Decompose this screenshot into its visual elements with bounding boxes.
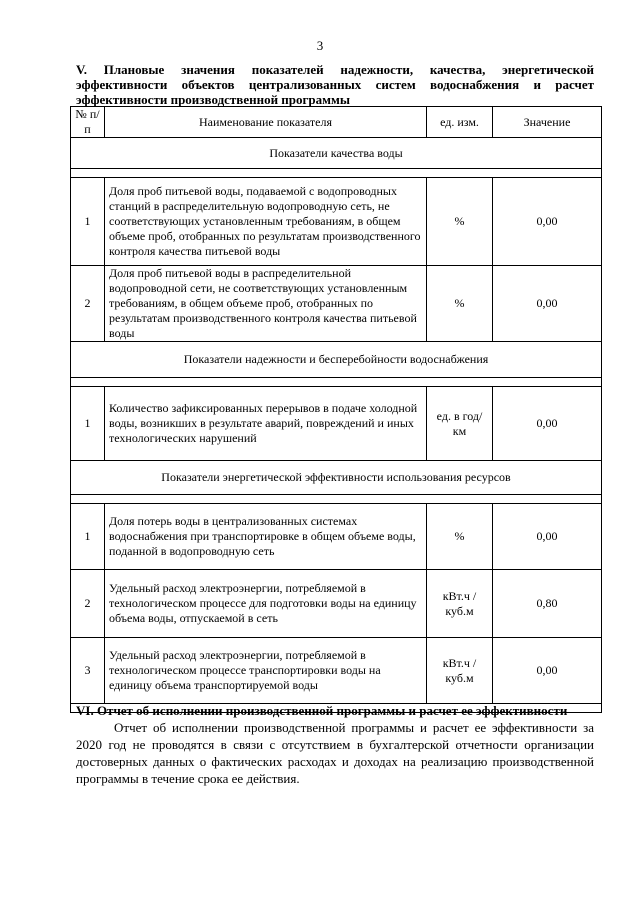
table-row bbox=[71, 387, 602, 461]
row-name: Доля потерь воды в централизованных системах водоснабжения при транспортировке в общем объеме воды, поданной в водопроводную сеть bbox=[105, 504, 427, 570]
page-number: 3 bbox=[316, 38, 324, 53]
row-unit: кВт.ч / куб.м bbox=[427, 570, 493, 638]
row-name: Количество зафиксированных перерывов в подаче холодной воды, возникших в результате аварий, повреждений и иных технологических нарушений bbox=[105, 387, 427, 461]
group-row bbox=[71, 461, 602, 495]
table-header-row bbox=[71, 107, 602, 138]
section-6-title: VI. Отчет об исполнении производственной программы и расчет ее эффективности bbox=[76, 703, 568, 718]
header-num: № п/п bbox=[71, 107, 105, 138]
row-name: Доля проб питьевой воды в распределительной водопроводной сети, не соответствующих установленным требованиям, в общем объеме проб, отобранных по результатам производственного контроля качества питьевой воды bbox=[105, 266, 427, 342]
group-title: Показатели надежности и бесперебойности водоснабжения bbox=[71, 342, 602, 378]
section-5-title: V. Плановые значения показателей надежности, качества, энергетической эффективности объектов централизованных систем водоснабжения и расчет эффективности производственной программы bbox=[76, 62, 594, 107]
row-unit: % bbox=[427, 266, 493, 342]
row-value: 0,00 bbox=[493, 638, 602, 704]
row-num: 1 bbox=[71, 387, 105, 461]
row-name: Удельный расход электроэнергии, потребляемой в технологическом процессе для подготовки воды на единицу объема воды, отпускаемой в сеть bbox=[105, 570, 427, 638]
row-num: 2 bbox=[71, 570, 105, 638]
table-row bbox=[71, 266, 602, 342]
row-value: 0,00 bbox=[493, 266, 602, 342]
row-name: Доля проб питьевой воды, подаваемой с водопроводных станций в распределительную водопроводную сеть, не соответствующих установленным требованиям, в общем объеме проб, отобранных по результатам производственного контроля качества питьевой воды bbox=[105, 178, 427, 266]
row-num: 3 bbox=[71, 638, 105, 704]
row-unit: кВт.ч / куб.м bbox=[427, 638, 493, 704]
group-row bbox=[71, 342, 602, 378]
group-row bbox=[71, 138, 602, 169]
header-unit: ед. изм. bbox=[427, 107, 493, 138]
header-value: Значение bbox=[493, 107, 602, 138]
group-title: Показатели энергетической эффективности использования ресурсов bbox=[71, 461, 602, 495]
table-row bbox=[71, 504, 602, 570]
row-num: 1 bbox=[71, 504, 105, 570]
section-6-text: Отчет об исполнении производственной программы и расчет ее эффективности за 2020 год не проводятся в связи с отсутствием в бухгалтерской отчетности организации достоверных данных о фактических расходах и доходах на реализацию производственной программы в течение срока ее действия. bbox=[76, 720, 594, 786]
table-row bbox=[71, 638, 602, 704]
table-spacer bbox=[71, 495, 602, 504]
row-value: 0,00 bbox=[493, 178, 602, 266]
table-row bbox=[71, 570, 602, 638]
row-unit: % bbox=[427, 504, 493, 570]
row-value: 0,80 bbox=[493, 570, 602, 638]
row-value: 0,00 bbox=[493, 387, 602, 461]
table-spacer bbox=[71, 378, 602, 387]
row-num: 2 bbox=[71, 266, 105, 342]
header-name: Наименование показателя bbox=[105, 107, 427, 138]
table-row bbox=[71, 178, 602, 266]
group-title: Показатели качества воды bbox=[71, 138, 602, 169]
row-name: Удельный расход электроэнергии, потребляемой в технологическом процессе транспортировки воды на единицу объема транспортируемой воды bbox=[105, 638, 427, 704]
row-value: 0,00 bbox=[493, 504, 602, 570]
indicators-table bbox=[70, 106, 602, 713]
row-unit: % bbox=[427, 178, 493, 266]
row-unit: ед. в год/ км bbox=[427, 387, 493, 461]
table-spacer bbox=[71, 169, 602, 178]
row-num: 1 bbox=[71, 178, 105, 266]
